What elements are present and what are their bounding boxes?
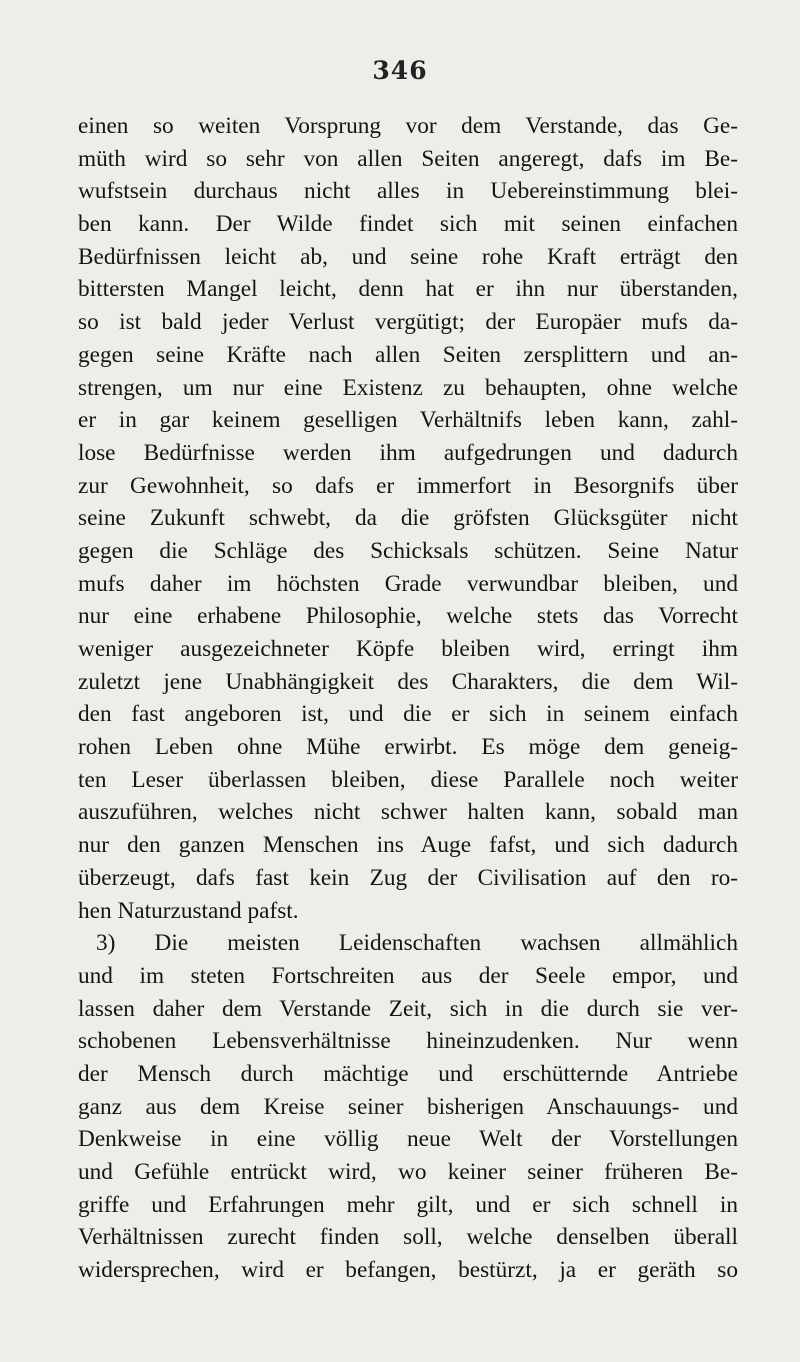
text-line: müth wird so sehr von allen Seiten angeregt, dafs im Be-	[78, 145, 738, 172]
text-line: bittersten Mangel leicht, denn hat er ihn nur überstanden,	[78, 276, 738, 303]
text-line: schobenen Lebensverhältnisse hineinzudenken. Nur wenn	[78, 1028, 738, 1055]
page-number: 346	[372, 56, 428, 85]
paragraph-1	[78, 110, 738, 927]
text-line: gegen seine Kräfte nach allen Seiten zersplittern und an-	[78, 341, 738, 368]
text-line: so ist bald jeder Verlust vergütigt; der Europäer mufs da-	[78, 309, 738, 336]
text-line: strengen, um nur eine Existenz zu behaupten, ohne welche	[78, 374, 738, 401]
paragraph-2	[78, 927, 738, 1287]
text-line: lassen daher dem Verstande Zeit, sich in die durch sie ver-	[78, 995, 738, 1022]
text-line: einen so weiten Vorsprung vor dem Verstande, das Ge-	[78, 113, 738, 139]
text-line: lose Bedürfnisse werden ihm aufgedrungen und dadurch	[78, 439, 738, 466]
text-line: überzeugt, dafs fast kein Zug der Civilisation auf den ro-	[78, 864, 738, 891]
text-line: ten Leser überlassen bleiben, diese Parallele noch weiter	[78, 766, 738, 793]
text-line: rohen Leben ohne Mühe erwirbt. Es möge dem geneig-	[78, 734, 738, 761]
text-line: mufs daher im höchsten Grade verwundbar bleiben, und	[78, 570, 738, 597]
text-line: Bedürfnissen leicht ab, und seine rohe Kraft erträgt den	[78, 243, 738, 270]
body-text	[78, 110, 738, 1287]
text-line: der Mensch durch mächtige und erschütternde Antriebe	[78, 1060, 738, 1087]
text-line: er in gar keinem geselligen Verhältnifs leben kann, zahl-	[78, 407, 738, 434]
text-line: griffe und Erfahrungen mehr gilt, und er sich schnell in	[78, 1191, 738, 1218]
text-line: Verhältnissen zurecht finden soll, welche denselben überall	[78, 1224, 738, 1251]
text-line: 3) Die meisten Leidenschaften wachsen allmählich	[96, 930, 738, 957]
text-line: ganz aus dem Kreise seiner bisherigen Anschauungs- und	[78, 1093, 738, 1120]
text-line: wufstsein durchaus nicht alles in Uebereinstimmung blei-	[78, 178, 738, 205]
text-line: gegen die Schläge des Schicksals schützen. Seine Natur	[78, 537, 738, 564]
text-line: zur Gewohnheit, so dafs er immerfort in Besorgnifs über	[78, 472, 738, 499]
text-line: nur eine erhabene Philosophie, welche stets das Vorrecht	[78, 603, 738, 630]
text-line: weniger ausgezeichneter Köpfe bleiben wird, erringt ihm	[78, 636, 738, 662]
text-line: auszuführen, welches nicht schwer halten kann, sobald man	[78, 799, 738, 826]
text-line: Denkweise in eine völlig neue Welt der Vorstellungen	[78, 1126, 738, 1153]
text-line: und Gefühle entrückt wird, wo keiner seiner früheren Be-	[78, 1159, 738, 1185]
text-line: nur den ganzen Menschen ins Auge fafst, und sich dadurch	[78, 832, 738, 859]
text-line: widersprechen, wird er befangen, bestürzt, ja er geräth so	[78, 1257, 738, 1284]
text-line: und im steten Fortschreiten aus der Seele empor, und	[78, 962, 738, 989]
text-line: ben kann. Der Wilde findet sich mit seinen einfachen	[78, 211, 738, 238]
text-line: seine Zukunft schwebt, da die gröfsten Glücksgüter nicht	[78, 505, 738, 532]
text-line: den fast angeboren ist, und die er sich in seinem einfach	[78, 701, 738, 728]
text-line: zuletzt jene Unabhängigkeit des Charakters, die dem Wil-	[78, 668, 738, 695]
text-line: hen Naturzustand pafst.	[78, 897, 299, 924]
